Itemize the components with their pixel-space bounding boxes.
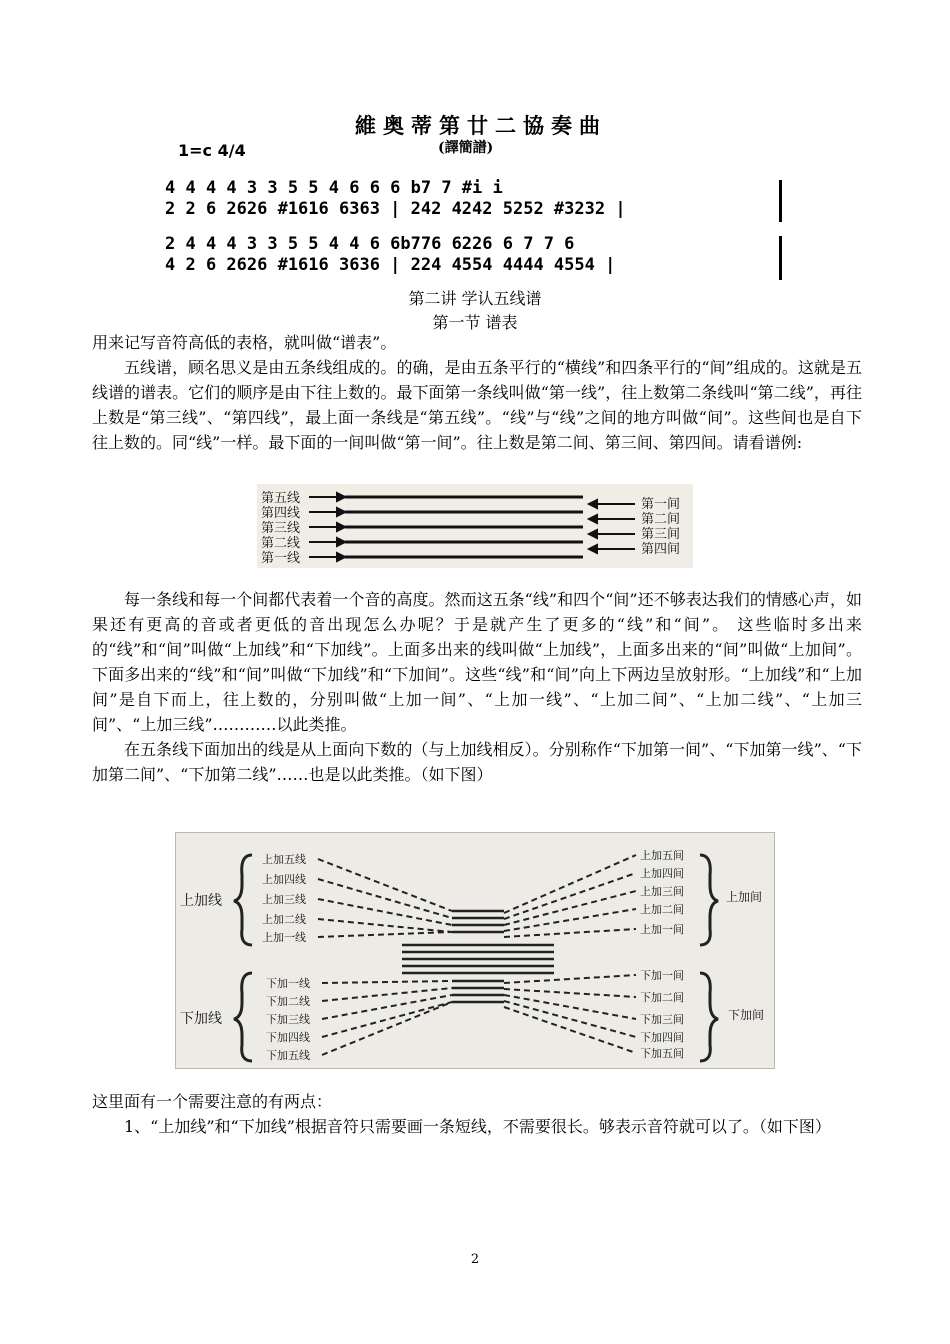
body-text-part-1: [92, 330, 862, 455]
score-key-signature: 1=c 4/4: [178, 141, 246, 160]
lower-space-group-label: 下加间: [728, 1008, 765, 1022]
lower-ledger-line-label: 下加四线: [266, 1031, 310, 1044]
paragraph: 这里面有一个需要注意的有两点：: [92, 1092, 333, 1111]
ledger-dash-line: [318, 932, 452, 937]
paragraph: 每一条线和每一个间都代表着一个音的高度。然而这五条“线”和四个“间”还不够表达我们的情感心声，如果还有更高的音或者更低的音出现怎么办呢？于是就产生了更多的“线”和“间”。 这些临时多出来的“线”和“间”叫做“上加线”和“下加线”。上面多出来的线叫做“上加线”，上面多出来的“间”叫做“上加间”。下面多出来的“线”和“间”叫做“下加线”和“下加间”。这些“线”和“间”向上下两边呈放射形。“上加线”和“上加间”是自下而上，往上数的，分别叫做“上加一间”、“上加一线”、“上加二间”、“上加二线”、“上加三间”、“上加三线”…………以此类推。: [92, 590, 862, 734]
line-label: 第二线: [261, 536, 301, 551]
notation-row-2-bottom: 4 2 6 2626 #1616 3636 | 224 4554 4444 4554 |: [165, 255, 616, 275]
notation-row-1: [165, 180, 790, 226]
ledger-dash-line: [322, 981, 452, 983]
staff-diagram: [257, 484, 693, 568]
ledger-dash-lines: [318, 855, 636, 1055]
line-labels: [261, 490, 300, 566]
upper-ledger-space-label: 上加二间: [640, 903, 684, 916]
line-arrows: [309, 493, 345, 561]
line-label: 第五线: [261, 491, 301, 506]
space-label: 第二间: [641, 512, 681, 527]
notation-row-2: [165, 236, 790, 282]
line-label: 第一线: [261, 551, 301, 566]
ledger-dash-line: [504, 855, 636, 913]
space-label: 第三间: [641, 527, 681, 542]
upper-ledger-space-label: 上加五间: [640, 849, 684, 862]
ledger-lines-diagram: [175, 832, 775, 1069]
ledger-dash-line: [504, 1007, 636, 1053]
paragraph: 1、“上加线”和“下加线”根据音符只需要画一条短线，不需要很长。够表示音符就可以了。（如下图）: [124, 1117, 831, 1136]
ledger-dash-line: [504, 891, 636, 925]
upper-ledger-space-label: 上加一间: [640, 923, 684, 936]
notation-row-1-bottom: 2 2 6 2626 #1616 6363 | 242 4242 5252 #3232 |: [165, 199, 626, 219]
notation-row-2-top: 2 4 4 4 3 3 5 5 4 4 6 6b776 6226 6 7 7 6: [165, 234, 575, 254]
notation-row-1-top: 4 4 4 4 3 3 5 5 4 6 6 6 b7 7 #i i: [165, 178, 503, 198]
body-text-part-2: [92, 587, 862, 787]
ledger-dash-line: [322, 1002, 452, 1055]
upper-ledger-line-label: 上加四线: [262, 873, 306, 886]
bar-line: [779, 180, 782, 222]
lower-ledger-group-label: 下加线: [180, 1011, 222, 1027]
ledger-dash-line: [504, 989, 636, 997]
lecture-title: 第二讲 学认五线谱: [408, 289, 542, 308]
upper-ledger-line-label: 上加五线: [262, 853, 306, 866]
line-label: 第三线: [261, 521, 301, 536]
score-title: 維奥蒂第廿二協奏曲: [355, 113, 607, 138]
space-label: 第一间: [641, 497, 681, 512]
lower-ledger-space-label: 下加四间: [640, 1031, 684, 1044]
lower-ledger-line-label: 下加三线: [266, 1013, 310, 1026]
section-title: 第一节 谱表: [432, 313, 518, 332]
ledger-dash-line: [322, 1002, 452, 1037]
space-arrows: [589, 500, 635, 553]
paragraph: 五线谱，顾名思义是由五条线组成的。的确，是由五条平行的“横线”和四条平行的“间”组成的。这就是五线谱的谱表。它们的顺序是由下往上数的。最下面第一条线叫做“第一线”，往上数第二条线叫“第二线”，再往上数是“第三线”、“第四线”，最上面一条线是“第五线”。“线”与“线”之间的地方叫做“间”。这些间也是自下往上数的。同“线”一样。最下面的一间叫做“第一间”。往上数是第二间、第三间、第四间。请看谱例:: [92, 358, 862, 452]
space-label: 第四间: [641, 542, 681, 557]
upper-ledger-line-label: 上加一线: [262, 931, 306, 944]
ledger-labels: [262, 848, 684, 1062]
staff-lines: [345, 497, 583, 557]
paragraph: 在五条线下面加出的线是从上面向下数的（与上加线相反）。分别称作“下加第一间”、“下加第一线”、“下加第二间”、“下加第二线”……也是以此类推。（如下图）: [92, 740, 862, 784]
upper-space-group-label: 上加间: [726, 890, 763, 904]
ledger-dash-line: [504, 929, 636, 937]
space-labels: [641, 496, 680, 557]
lower-ledger-space-label: 下加二间: [640, 991, 684, 1004]
bar-line: [779, 236, 782, 280]
upper-ledger-group-label: 上加线: [180, 893, 222, 909]
lower-ledger-space-label: 下加三间: [640, 1013, 684, 1026]
paragraph: 用来记写音符高低的表格，就叫做“谱表”。: [92, 333, 397, 352]
staff-diagram-svg: [257, 484, 693, 568]
central-staff: [402, 911, 554, 1002]
upper-ledger-line-label: 上加三线: [262, 893, 306, 906]
lower-ledger-line-label: 下加二线: [266, 995, 310, 1008]
lower-ledger-space-label: 下加五间: [640, 1047, 684, 1060]
upper-ledger-line-label: 上加二线: [262, 913, 306, 926]
lower-ledger-line-label: 下加一线: [266, 977, 310, 990]
page-number: 2: [470, 1252, 480, 1267]
lower-ledger-space-label: 下加一间: [640, 969, 684, 982]
lower-ledger-line-label: 下加五线: [266, 1049, 310, 1062]
ledger-dash-line: [504, 1001, 636, 1037]
line-label: 第四线: [261, 506, 301, 521]
upper-ledger-space-label: 上加四间: [640, 867, 684, 880]
body-text-part-3: [92, 1089, 862, 1139]
ledger-lines-diagram-svg: [176, 833, 774, 1068]
upper-ledger-space-label: 上加三间: [640, 885, 684, 898]
score-subtitle: (譯簡譜): [438, 140, 494, 156]
ledger-dash-line: [504, 975, 636, 983]
